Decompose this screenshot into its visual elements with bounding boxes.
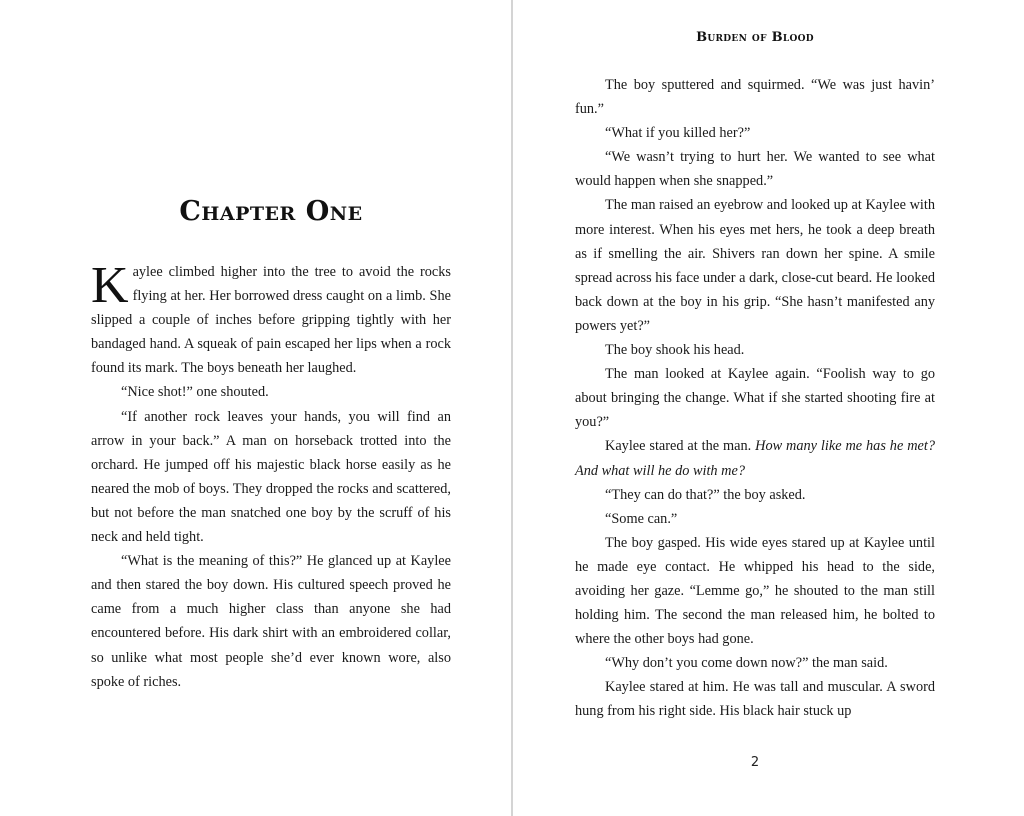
paragraph: The man raised an eyebrow and looked up at Kaylee with more interest. When his eyes met hers, he took a deep breath as if smelling the air. Shivers ran down her spine. A smile spread across his face under a dark, close-cut beard. He looked back down at the boy in his grip. “She hasn’t manifested any powers yet?”: [575, 197, 935, 334]
paragraph: “What if you killed her?”: [605, 125, 751, 142]
drop-cap: K: [91, 257, 129, 314]
paragraph: “They can do that?” the boy asked.: [605, 486, 806, 503]
left-page: [0, 0, 511, 816]
left-page-body: [91, 257, 451, 694]
paragraph: “Why don’t you come down now?” the man said.: [605, 655, 888, 672]
italic-thought: How many like me has he met? And what will he do with me?: [575, 438, 935, 479]
paragraph: “What is the meaning of this?” He glanced up at Kaylee and then stared the boy down. His cultured speech proved he came from a much higher class than anyone she had encountered before. His dark shirt with an embroidered collar, so unlike what most people she’d ever known wore, also spoke of riches.: [91, 553, 451, 690]
paragraph: [575, 434, 935, 482]
paragraph: Kaylee stared at him. He was tall and muscular. A sword hung from his right side. His black hair stuck up: [575, 679, 935, 720]
paragraph: “Some can.”: [605, 510, 678, 527]
paragraph: “If another rock leaves your hands, you will find an arrow in your back.” A man on horseback trotted into the orchard. He jumped off his majestic black horse easily as he neared the mob of boys. They dropped the rocks and scattered, but not before the man snatched one boy by the scruff of his neck and held tight.: [91, 408, 451, 546]
paragraph: The boy gasped. His wide eyes stared up at Kaylee until he made eye contact. He whipped his head to the side, avoiding her gaze. “Lemme go,” he shouted to the man still holding him. The second the man released him, he bolted to where the other boys had gone.: [575, 534, 935, 648]
right-page-body: [575, 73, 935, 724]
right-page: [513, 0, 1024, 816]
paragraph-text: aylee climbed higher into the tree to avoid the rocks flying at her. Her borrowed dress caught on a limb. She slipped a couple of inches before gripping tightly with her bandaged hand. A squeak of pain escaped her lips when a rock found its mark. The boys beneath her laughed.: [91, 264, 451, 377]
paragraph: The boy shook his head.: [605, 342, 745, 359]
paragraph: The man looked at Kaylee again. “Foolish way to go about bringing the change. What if she started shooting fire at you?”: [575, 366, 935, 431]
paragraph: “Nice shot!” one shouted.: [121, 384, 269, 401]
paragraph-text: Kaylee stared at the man.: [605, 438, 756, 455]
page-number: 2: [750, 755, 760, 770]
running-head: Burden of Blood: [696, 30, 814, 45]
opening-paragraph: [91, 257, 451, 380]
chapter-title: Chapter One: [179, 196, 363, 227]
paragraph: “We wasn’t trying to hurt her. We wanted to see what would happen when she snapped.”: [575, 149, 935, 190]
paragraph: The boy sputtered and squirmed. “We was just havin’ fun.”: [575, 77, 935, 118]
